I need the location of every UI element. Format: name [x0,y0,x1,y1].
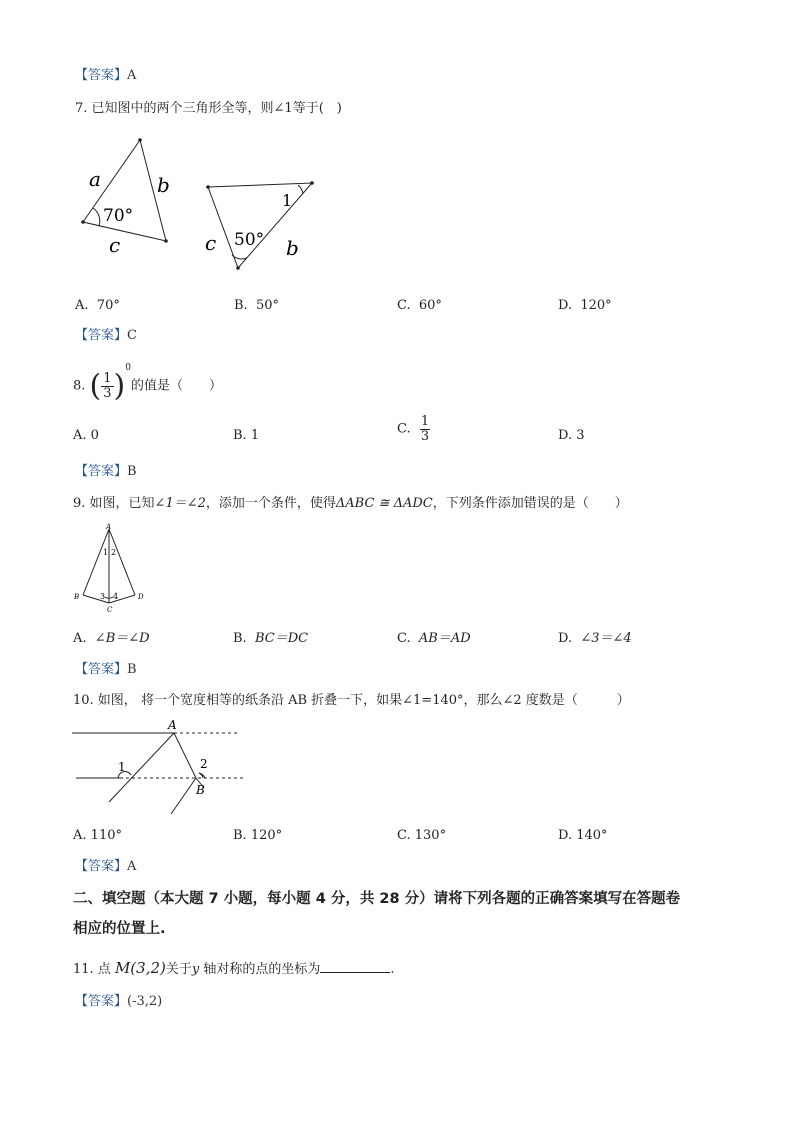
q8-option-b: B. 1 [233,428,260,443]
q9-option-c: C. AB＝AD [397,631,471,646]
q7-triangle-figure-1 [75,135,185,260]
q7-label-c2: c [205,231,217,255]
svg-text:2: 2 [111,548,117,557]
q9-kite-figure [72,522,152,614]
q10-option-b: B. 120° [233,828,283,843]
q10-option-c: C. 130° [397,828,447,843]
svg-text:C: C [107,606,113,614]
q8-option-c: C. $\frac{1}{3}$ [397,414,430,444]
svg-text:B: B [74,593,80,601]
svg-text:A: A [168,718,177,732]
answer-tag: 【答案】 [75,68,128,83]
q10-option-d: D. 140° [558,828,608,843]
svg-text:1: 1 [103,548,109,557]
q7-label-1: 1 [282,191,293,210]
q7-option-c: C. 60° [397,298,442,313]
answer-line-q8: 【答案】B [75,464,137,479]
q9-option-d: D. ∠3＝∠4 [558,631,632,646]
svg-text:D: D [138,593,144,601]
svg-text:1: 1 [118,760,126,774]
answer-line-q9: 【答案】B [75,662,137,677]
q9-option-b: B. BC＝DC [233,631,309,646]
q8-fraction: $\frac{1}{3}$ [103,371,112,401]
svg-text:B: B [196,783,205,797]
section-2-heading-line-2: 相应的位置上. [73,921,166,937]
question-8-stem: 8. ( $\frac{1}{3}$ )$^0$的值是（ ） [73,363,223,404]
answer-line-q6 [75,68,136,84]
answer-value: A [127,68,137,83]
svg-text:4: 4 [113,592,119,601]
answer-line-q11: 【答案】(-3,2) [75,994,163,1009]
svg-text:2: 2 [200,757,208,771]
answer-line-q7: 【答案】C [75,328,137,343]
q10-folded-strip-figure [72,716,252,816]
q7-angle-70: 70° [103,206,134,226]
q7-triangle-figure-2 [200,175,320,275]
question-7-stem: 7. 已知图中的两个三角形全等，则∠1等于( ) [75,101,342,116]
q7-option-b: B. 50° [234,298,279,313]
q7-label-a: a [89,167,101,191]
svg-text:3: 3 [100,592,106,601]
q11-answer-blank [320,959,390,973]
q7-label-c: c [109,233,121,257]
svg-text:A: A [106,523,112,531]
answer-line-q10: 【答案】A [75,859,137,874]
question-11-stem: 11. 点 M(3,2)关于y 轴对称的点的坐标为 . [73,959,395,977]
q8-option-a: A. 0 [73,428,99,443]
section-2-heading-line-1: 二、填空题（本大题 7 小题，每小题 4 分，共 28 分）请将下列各题的正确答案填写在答题卷 [73,891,681,907]
q9-option-a: A. ∠B＝∠D [73,631,150,646]
q8-option-d: D. 3 [558,428,585,443]
q7-label-b2: b [286,236,299,260]
q7-option-a: A. 70° [75,298,120,313]
question-10-stem: 10. 如图， 将一个宽度相等的纸条沿 AB 折叠一下，如果∠1=140°，那么∠2 度数是（ ） [73,693,630,708]
q10-option-a: A. 110° [73,828,122,843]
q7-angle-50: 50° [234,230,265,250]
q8-exponent: 0 [125,363,131,373]
question-9-stem: 9. 如图，已知∠1＝∠2，添加一个条件，使得ΔABC ≅ ΔADC，下列条件添加错误的是（ ） [73,496,628,511]
q7-option-d: D. 120° [558,298,612,313]
q7-label-b: b [157,173,170,197]
